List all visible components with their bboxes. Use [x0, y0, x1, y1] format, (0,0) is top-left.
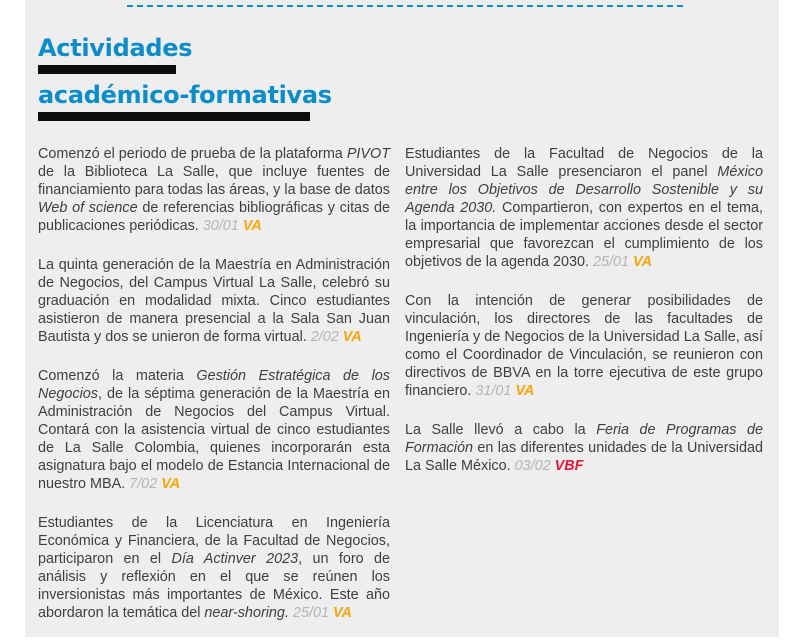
article-date: 7/02 — [125, 476, 162, 492]
article-paragraph — [405, 145, 763, 271]
article-text-italic: Gestión Estratégica de los Negocios — [38, 368, 390, 402]
article-date: 25/01 — [589, 254, 634, 270]
article-paragraph — [38, 256, 390, 346]
title-underline-bar-1 — [38, 65, 176, 74]
article-paragraph — [405, 421, 763, 475]
article-text: Compartieron, con expertos en el tema, la importancia de implementar acciones desde el sector empresarial que favorezcan el cumplimiento de los objetivos de la agenda 2030. — [405, 200, 763, 270]
article-text: Comenzó la materia — [38, 368, 197, 384]
article-date: 31/01 — [471, 383, 516, 399]
article-text-italic: Feria de Programas de Formación — [405, 422, 763, 456]
article-text-italic: México entre los Objetivos de Desarrollo Sostenible y su Agenda 2030. — [405, 164, 763, 216]
article-author-initials: VA — [515, 383, 535, 399]
article-author-initials: VA — [633, 254, 652, 270]
article-date: 03/02 — [510, 458, 555, 474]
article-paragraph — [38, 145, 390, 235]
article-text: de la Biblioteca La Salle, que incluye fuentes de financiamiento para todas las áreas, y la base de datos — [38, 164, 390, 198]
article-date: 25/01 — [288, 605, 333, 621]
article-text: en las diferentes unidades de la Universidad La Salle México. — [405, 440, 763, 474]
article-paragraph — [38, 514, 390, 622]
top-dashed-divider — [127, 5, 683, 7]
article-text: de referencias bibliográficas y citas de publicaciones periódicas. — [38, 200, 391, 234]
article-author-initials: VA — [242, 218, 262, 234]
article-text: Con la intención de generar posibilidades de vinculación, los directores de las facultades de Ingeniería y de Negocios de la Universidad La Salle, así como el Coordinador de Vinculación, se reunieron con directivos de BBVA en la torre ejecutiva de este grupo financiero. — [405, 293, 763, 399]
section-header — [25, 0, 779, 121]
article-text: Comenzó el periodo de prueba de la plataforma — [38, 146, 347, 162]
article-author-initials: VA — [161, 476, 181, 492]
section-title-line1: Actividades — [38, 34, 193, 62]
column-left — [38, 145, 390, 643]
article-paragraph — [405, 292, 763, 400]
article-text-italic: near-shoring. — [204, 605, 289, 621]
article-text: Estudiantes de la Facultad de Negocios de la Universidad La Salle presenciaron el panel — [405, 146, 763, 180]
article-author-initials: VA — [332, 605, 352, 621]
article-date: 30/01 — [198, 218, 243, 234]
newsletter-page — [25, 0, 779, 637]
article-text-italic: PIVOT — [346, 146, 390, 162]
column-right — [405, 145, 763, 643]
article-text: La Salle llevó a cabo la — [405, 422, 597, 438]
article-text: , de la séptima generación de la Maestría en Administración de Negocios del Campus Virtual. Contará con la asistencia virtual de cinco estudiantes de La Salle Colombia, quienes incorporarán esta asignatura bajo el modelo de Estancia Internacional de nuestro MBA. — [38, 386, 390, 492]
article-author-initials: VBF — [554, 458, 584, 474]
article-paragraph — [38, 367, 390, 493]
article-text: Estudiantes de la Licenciatura en Ingeniería Económica y Financiera, de la Facultad de Negocios, participaron en el — [38, 515, 390, 567]
article-author-initials: VA — [342, 329, 362, 345]
article-text: La quinta generación de la Maestría en Administración de Negocios, del Campus Virtual La Salle, celebró su graduación en modalidad mixta. Cinco estudiantes asistieron de manera presencial a la Sala San Juan Bautista y dos se unieron de forma virtual. — [38, 257, 390, 345]
article-date: 2/02 — [306, 329, 343, 345]
section-title-line2: académico-formativas — [38, 81, 332, 109]
title-underline-bar-2 — [38, 112, 310, 121]
article-columns — [25, 130, 779, 643]
article-text-italic: Día Actinver 2023 — [171, 551, 299, 567]
article-text-italic: Web of science — [38, 200, 138, 216]
article-text: , un foro de análisis y reflexión en el que se reúnen los inversionistas más importantes de México. Este año abordaron la temática del — [38, 551, 390, 621]
